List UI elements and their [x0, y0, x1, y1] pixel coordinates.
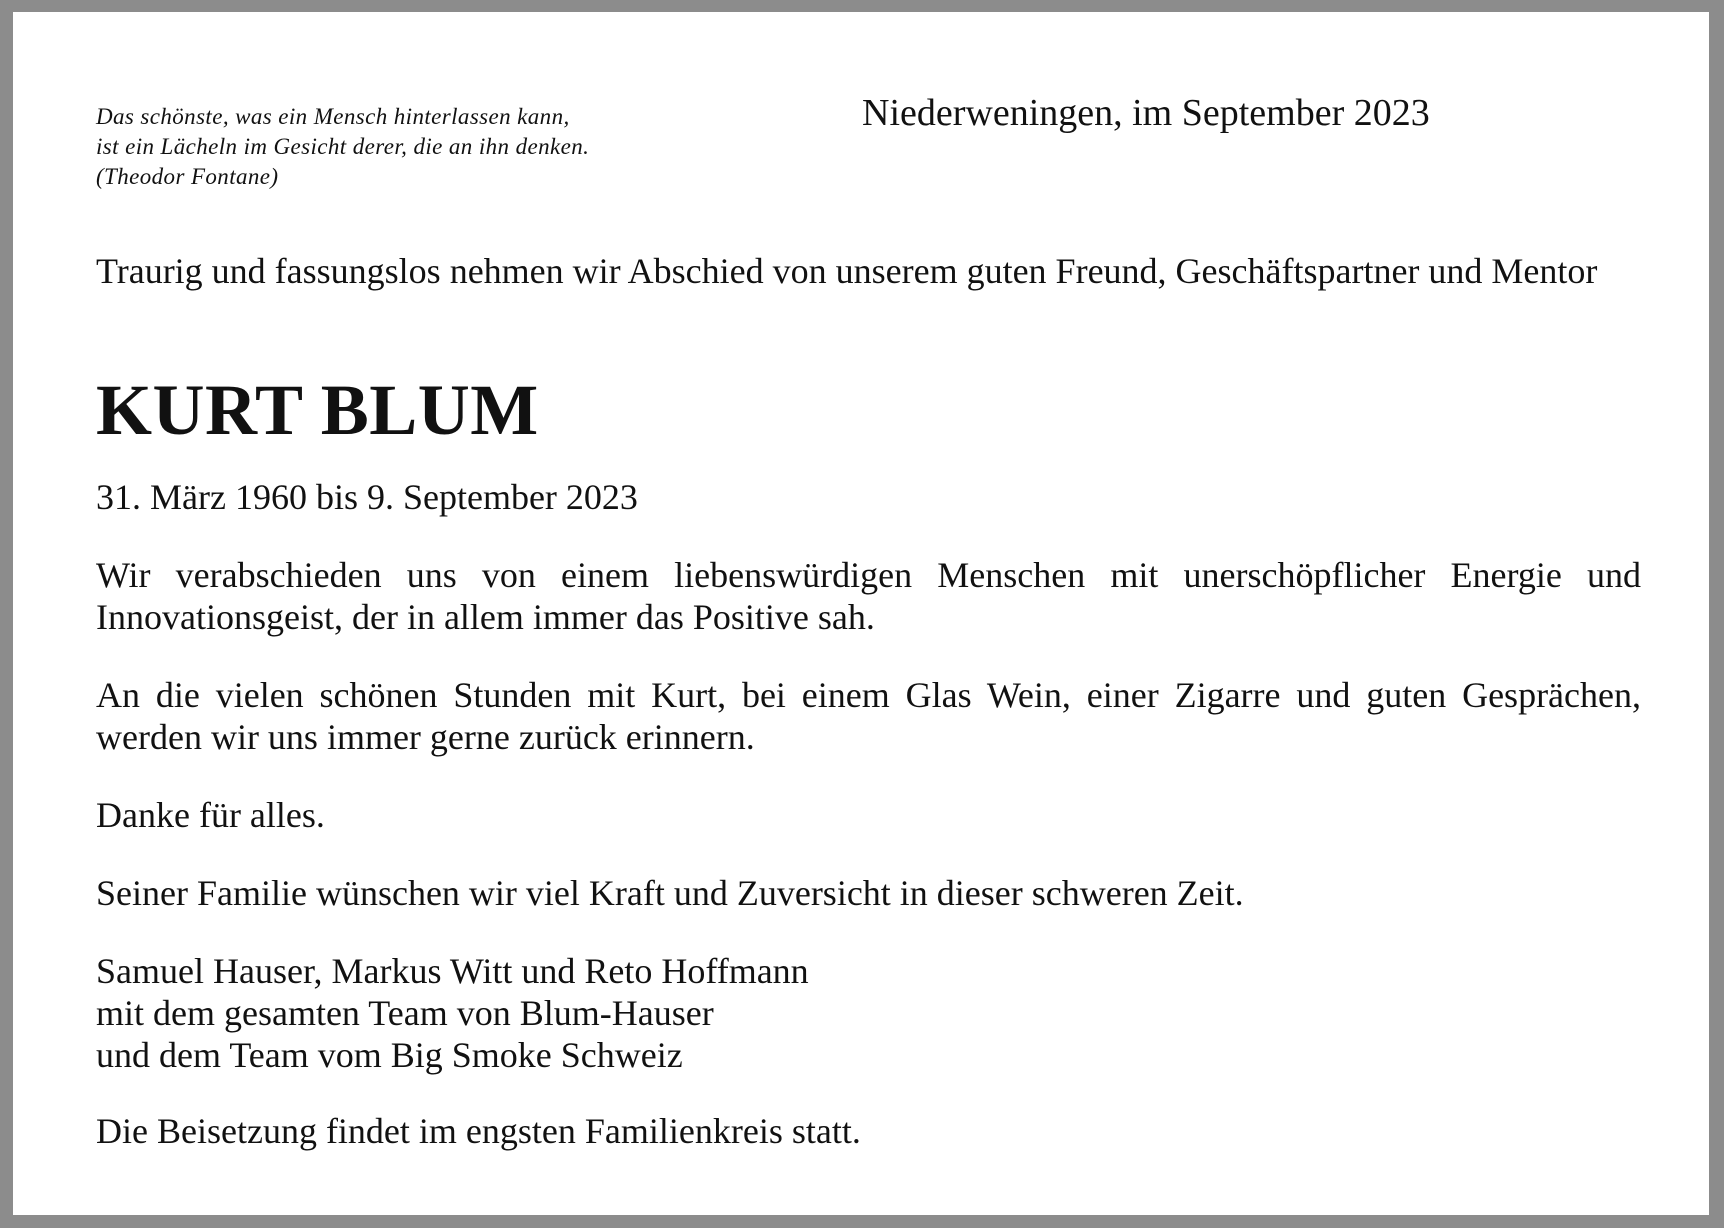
obituary-page: [13, 12, 1709, 1215]
memories-paragraph: An die vielen schönen Stunden mit Kurt, bei einem Glas Wein, einer Zigarre und guten Gesprächen, werden wir uns immer gerne zurück erinnern.: [96, 675, 1641, 757]
place-and-date: Niederweningen, im September 2023: [862, 92, 1430, 134]
condolence-line: Seiner Familie wünschen wir viel Kraft und Zuversicht in dieser schweren Zeit.: [96, 873, 1244, 913]
signer-line: und dem Team vom Big Smoke Schweiz: [96, 1035, 683, 1075]
funeral-note: Die Beisetzung findet im engsten Familienkreis statt.: [96, 1111, 861, 1151]
intro-text: Traurig und fassungslos nehmen wir Abschied von unserem guten Freund, Geschäftspartner und Mentor: [96, 251, 1598, 291]
signers-block: [96, 950, 1641, 1076]
deceased-name: KURT BLUM: [96, 370, 539, 450]
life-dates: 31. März 1960 bis 9. September 2023: [96, 477, 638, 517]
quote-line: Das schönste, was ein Mensch hinterlassen kann,: [96, 104, 570, 129]
signer-line: mit dem gesamten Team von Blum-Hauser: [96, 993, 714, 1033]
signer-line: Samuel Hauser, Markus Witt und Reto Hoffmann: [96, 951, 809, 991]
fontane-quote: [96, 102, 589, 192]
quote-author: (Theodor Fontane): [96, 164, 279, 189]
quote-line: ist ein Lächeln im Gesicht derer, die an ihn denken.: [96, 134, 590, 159]
tribute-paragraph: Wir verabschieden uns von einem liebenswürdigen Menschen mit unerschöpflicher Energie und Innovationsgeist, der in allem immer das Positive sah.: [96, 555, 1641, 637]
thanks-line: Danke für alles.: [96, 795, 325, 835]
